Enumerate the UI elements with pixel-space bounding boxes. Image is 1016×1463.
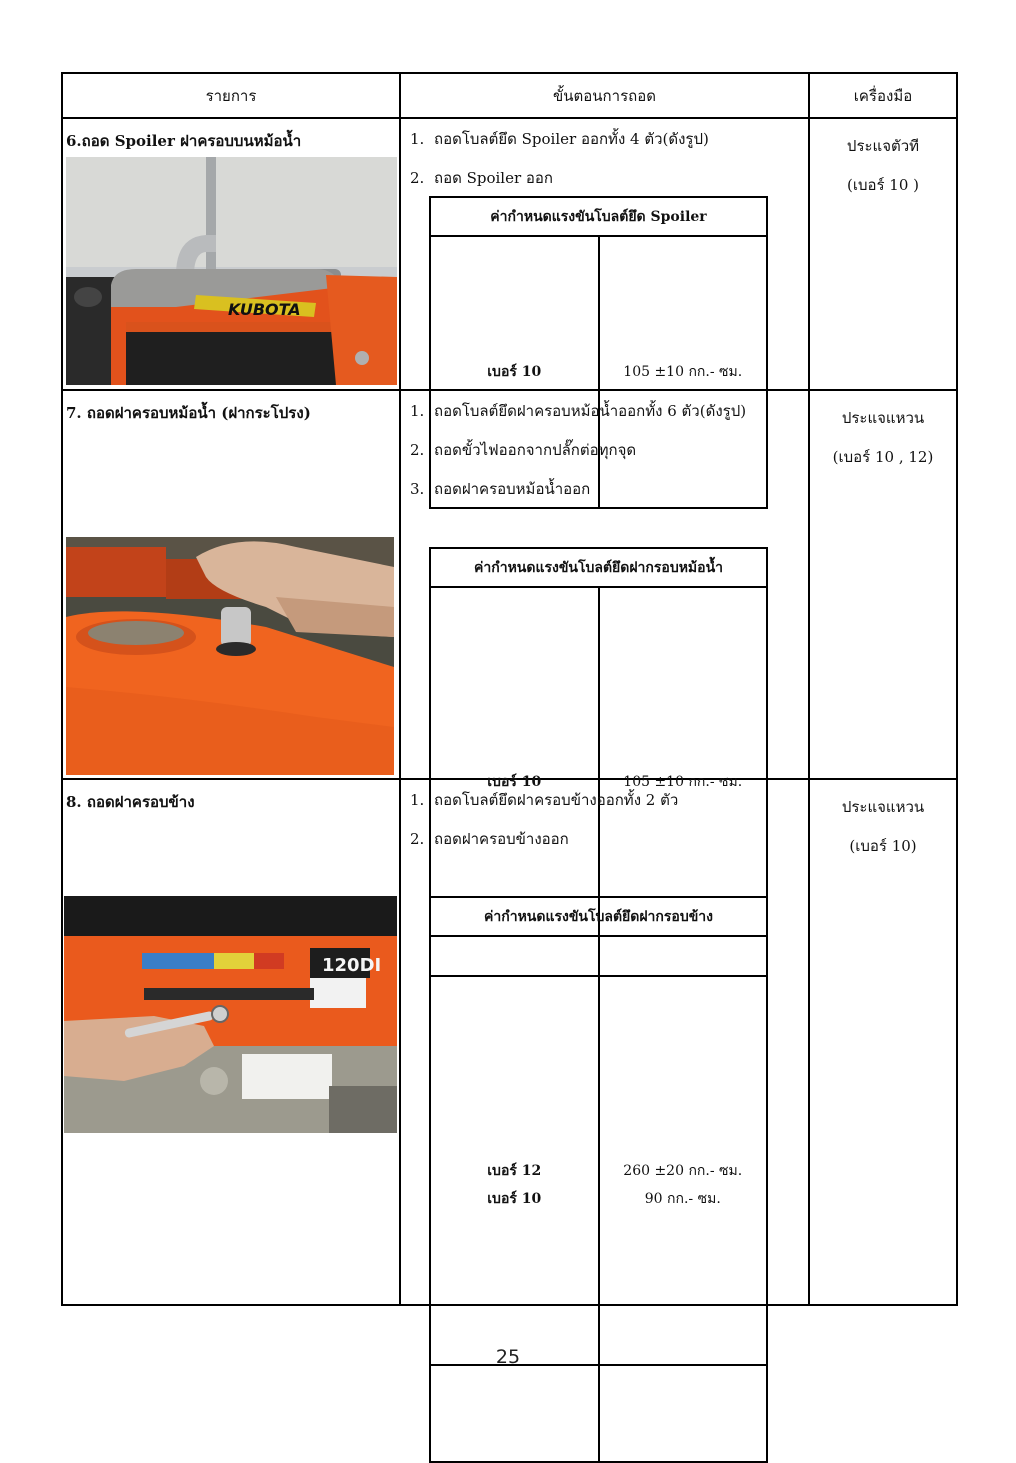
header-steps: ขั้นตอนการถอด — [400, 73, 809, 118]
step-item: 3. ถอดฝาครอบหม้อน้ำออก — [410, 480, 591, 498]
table-row — [62, 779, 957, 1305]
step-item: 1. ถอดโบลต์ยึด Spoiler ออกทั้ง 4 ตัว(ดังรูป) — [410, 130, 709, 148]
spoiler-photo — [66, 157, 397, 385]
item-title: 7. ถอดฝาครอบหม้อน้ำ (ฝากระโปรง) — [66, 404, 311, 422]
torque-size: เบอร์ 12 — [430, 976, 599, 1365]
step-item: 2. ถอดขั้วไฟออกจากปลั๊กต่อทุกจุด — [410, 441, 637, 459]
torque-value: 105 ±10 กก.- ซม. — [599, 236, 768, 508]
torque-size: เบอร์ 10 — [430, 236, 599, 508]
torque-value: 90 กก.- ซม. — [599, 936, 768, 1462]
tool-name: ประแจแหวน — [841, 798, 925, 816]
table-row — [62, 118, 957, 390]
kubota-logo-text: KUBOTA — [228, 300, 301, 319]
torque-value: 105 ±10 กก.- ซม. — [599, 587, 768, 976]
tool-name: ประแจแหวน — [841, 409, 925, 427]
tool-cell — [810, 391, 956, 477]
tool-size: (เบอร์ 10 , 12) — [832, 448, 934, 466]
steps-list — [410, 399, 746, 516]
step-item: 2. ถอด Spoiler ออก — [410, 169, 554, 187]
torque-title: ค่ากำหนดแรงขันโบลต์ยึดฝากรอบหม้อน้ำ — [430, 548, 767, 587]
item-title: 6.ถอด Spoiler ฝาครอบบนหม้อน้ำ — [66, 132, 302, 150]
header-tools: เครื่องมือ — [809, 73, 957, 118]
tool-cell — [810, 119, 956, 205]
steps-list — [410, 788, 678, 866]
item-title: 8. ถอดฝาครอบข้าง — [66, 793, 195, 811]
table-row — [62, 390, 957, 779]
tool-size: (เบอร์ 10) — [849, 837, 917, 855]
torque-size: เบอร์ 10 — [430, 587, 599, 976]
step-item: 1. ถอดโบลต์ยึดฝาครอบข้างออกทั้ง 2 ตัว — [410, 791, 679, 809]
torque-row — [430, 936, 767, 1462]
disassembly-table — [61, 72, 958, 1306]
torque-title: ค่ากำหนดแรงขันโบลต์ยึดฝากรอบข้าง — [430, 897, 767, 936]
step-item: 2. ถอดฝาครอบข้างออก — [410, 830, 569, 848]
tool-cell — [810, 780, 956, 866]
tool-name: ประแจตัวที — [846, 137, 920, 155]
engine-model-label: 120DI — [322, 955, 382, 976]
tool-size: (เบอร์ 10 ) — [846, 176, 920, 194]
page-number: 25 — [495, 1346, 521, 1368]
step-item: 1. ถอดโบลต์ยึดฝาครอบหม้อน้ำออกทั้ง 6 ตัว(ดังรูป) — [410, 402, 747, 420]
torque-value: 260 ±20 กก.- ซม. — [599, 976, 768, 1365]
torque-title: ค่ากำหนดแรงขันโบลต์ยึด Spoiler — [430, 197, 767, 236]
radiator-cover-photo — [66, 537, 394, 775]
header-item: รายการ — [62, 73, 400, 118]
header-row — [62, 73, 957, 118]
side-cover-photo — [64, 896, 397, 1133]
torque-table — [429, 896, 768, 1463]
torque-size: เบอร์ 10 — [430, 936, 599, 1462]
steps-list — [410, 127, 709, 205]
